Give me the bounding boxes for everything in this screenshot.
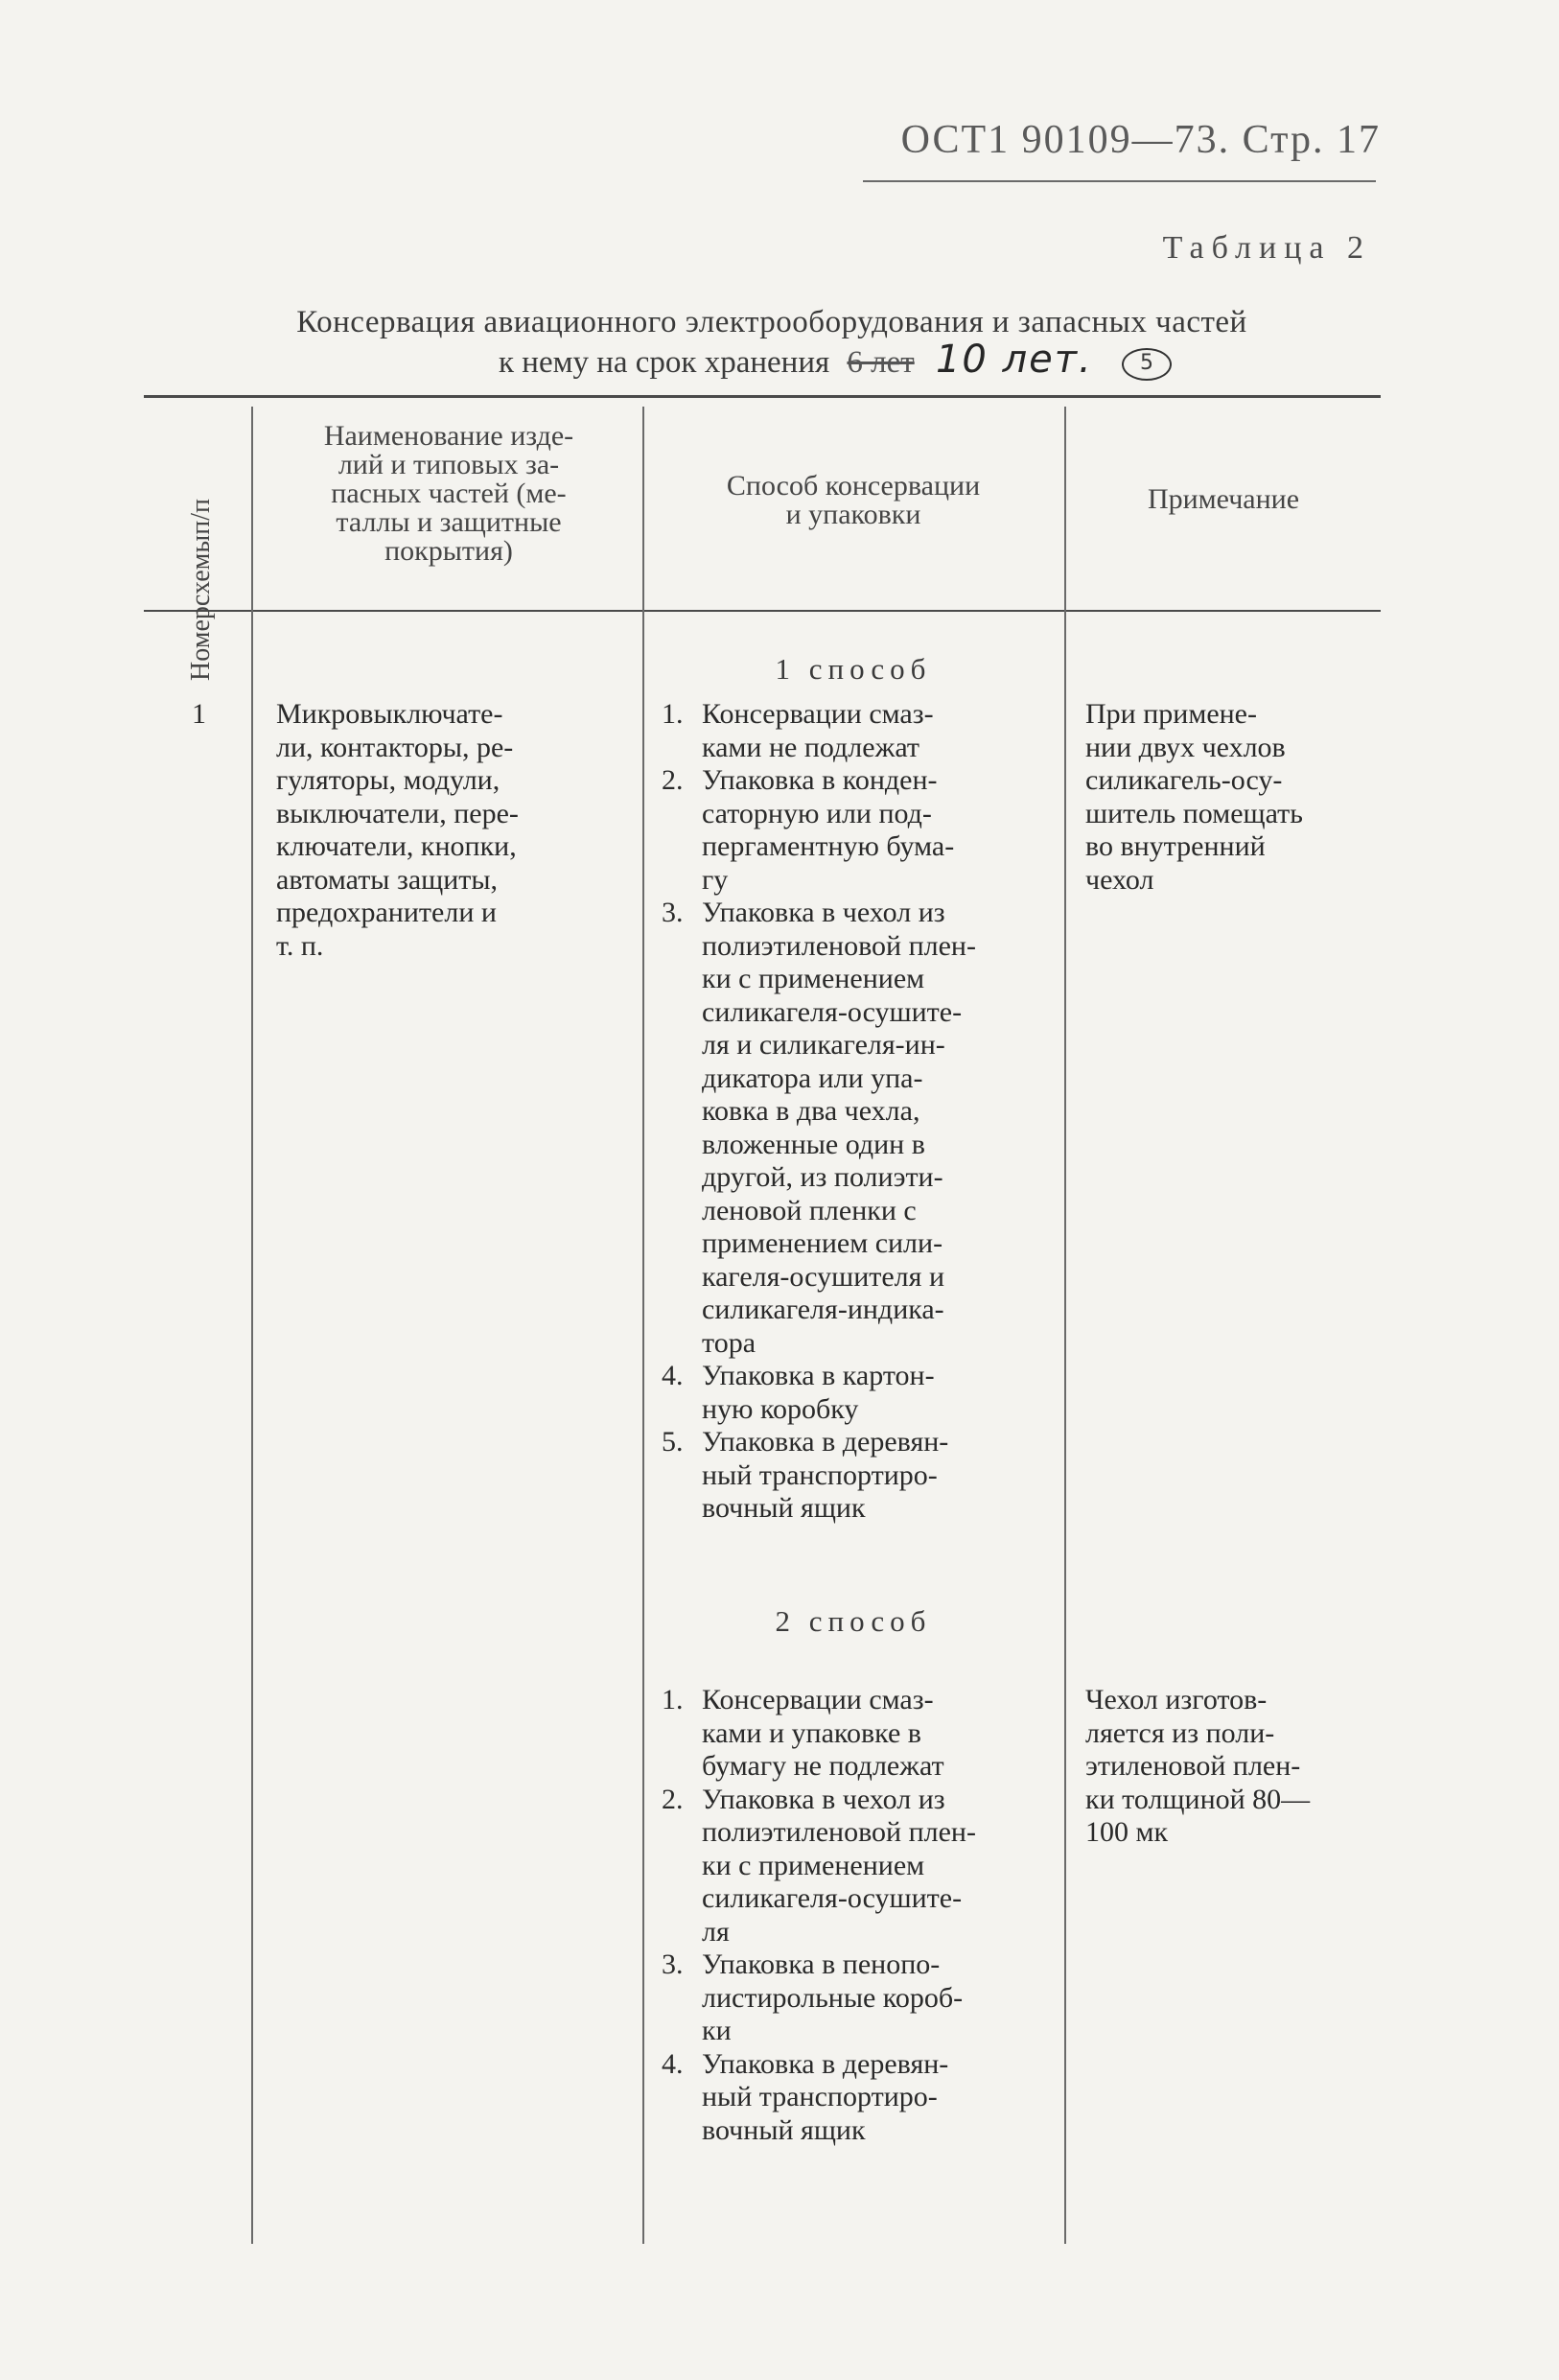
step-line: полиэтиленовой плен- bbox=[702, 929, 976, 962]
note-line: во внутренний bbox=[1085, 830, 1266, 862]
step-line: Упаковка в конден- bbox=[702, 764, 938, 796]
step-line: ный транспортиро- bbox=[702, 2081, 938, 2112]
header-name-line: пасных частей (ме- bbox=[331, 478, 567, 509]
note-line: шитель помещать bbox=[1085, 797, 1303, 829]
item-line: ли, контакторы, ре- bbox=[276, 731, 514, 763]
list-item bbox=[662, 1784, 1055, 1949]
step-line: Упаковка в пенопо- bbox=[702, 1948, 941, 1980]
note-line: ляется из поли- bbox=[1085, 1716, 1275, 1749]
note-line: 100 мк bbox=[1085, 1816, 1169, 1848]
item-line: т. п. bbox=[276, 929, 324, 962]
item-line: Микровыключате- bbox=[276, 698, 503, 730]
table-top-rule bbox=[144, 395, 1381, 398]
step-line: ный транспортиро- bbox=[702, 1458, 938, 1491]
step-line: ковка в два чехла, bbox=[702, 1095, 920, 1127]
header-name-line: Наименование изде- bbox=[323, 420, 574, 452]
header-name-line: покрытия) bbox=[384, 535, 513, 567]
step-line: Упаковка в деревян- bbox=[702, 2047, 949, 2080]
item-line: автоматы защиты, bbox=[276, 863, 499, 896]
note-line: этиленовой плен- bbox=[1085, 1750, 1301, 1782]
step-line: дикатора или упа- bbox=[702, 1062, 923, 1094]
method-1-title: 1 способ bbox=[775, 652, 932, 686]
step-line: тора bbox=[702, 1326, 756, 1359]
step-number: 4. bbox=[662, 1360, 684, 1391]
step-line: Консервации смаз- bbox=[702, 698, 934, 730]
step-line: ками не подлежат bbox=[702, 731, 919, 763]
list-item bbox=[662, 764, 1055, 897]
list-item bbox=[662, 1360, 1055, 1426]
step-line: ками и упаковке в bbox=[702, 1716, 921, 1749]
step-number: 4. bbox=[662, 2047, 684, 2080]
list-item bbox=[662, 1948, 1055, 2048]
step-number: 5. bbox=[662, 1426, 684, 1458]
method-1-note bbox=[1085, 698, 1373, 897]
step-number: 2. bbox=[662, 764, 684, 796]
step-line: кагеля-осушителя и bbox=[702, 1260, 944, 1293]
note-line: нии двух чехлов bbox=[1085, 731, 1286, 763]
step-number: 3. bbox=[662, 1948, 684, 1980]
step-line: ки с применением bbox=[702, 963, 925, 994]
circled-mark: 5 bbox=[1122, 348, 1172, 381]
header-name-line: таллы и защитные bbox=[336, 506, 562, 538]
caption-text: к нему на срок хранения bbox=[499, 345, 830, 380]
step-line: ля и силикагеля-ин- bbox=[702, 1029, 945, 1061]
header-note-line: Примечание bbox=[1147, 483, 1300, 515]
header-number-line: п/п bbox=[186, 499, 216, 535]
step-number: 3. bbox=[662, 897, 684, 928]
step-number: 1. bbox=[662, 1684, 684, 1715]
header-number-line: схемы bbox=[186, 534, 216, 607]
step-line: вложенные один в bbox=[702, 1128, 925, 1160]
step-line: силикагеля-осушите- bbox=[702, 995, 963, 1028]
step-line: саторную или под- bbox=[702, 797, 932, 829]
header-rule bbox=[863, 180, 1376, 182]
step-line: Упаковка в чехол из bbox=[702, 897, 945, 928]
header-note bbox=[1066, 485, 1381, 514]
standard-code: ОСТ1 90109—73. Стр. 17 bbox=[900, 118, 1381, 162]
step-line: силикагеля-индика- bbox=[702, 1294, 944, 1325]
step-line: Упаковка в чехол из bbox=[702, 1783, 945, 1815]
row-number: 1 bbox=[192, 698, 206, 730]
header-number bbox=[144, 499, 259, 681]
step-line: ную коробку bbox=[702, 1392, 859, 1425]
table-header-rule bbox=[144, 610, 1381, 612]
step-line: пергаментную бума- bbox=[702, 830, 955, 862]
item-line: выключатели, пере- bbox=[276, 797, 519, 829]
column-divider-3 bbox=[1064, 407, 1066, 2244]
method-2-steps bbox=[662, 1684, 1055, 2147]
steps-list bbox=[662, 698, 1055, 1526]
method-2-title: 2 способ bbox=[775, 1604, 932, 1638]
step-line: ки bbox=[702, 2015, 732, 2046]
step-number: 2. bbox=[662, 1783, 684, 1815]
column-divider-1 bbox=[251, 407, 253, 2244]
steps-list bbox=[662, 1684, 1055, 2147]
item-line: гуляторы, модули, bbox=[276, 764, 500, 796]
step-line: ля bbox=[702, 1915, 730, 1948]
note-line: чехол bbox=[1085, 863, 1154, 896]
header-method-line: Способ консервации bbox=[726, 470, 981, 502]
step-line: силикагеля-осушите- bbox=[702, 1882, 963, 1914]
note-line: силикагель-осу- bbox=[1085, 764, 1283, 796]
note-line: ки толщиной 80— bbox=[1085, 1783, 1311, 1815]
list-item bbox=[662, 1426, 1055, 1526]
step-line: применением сили- bbox=[702, 1227, 943, 1259]
list-item bbox=[662, 698, 1055, 764]
row-items bbox=[276, 698, 602, 963]
header-name-line: лий и типовых за- bbox=[337, 449, 560, 480]
header-method-line: и упаковки bbox=[785, 499, 921, 530]
item-line: ключатели, кнопки, bbox=[276, 830, 517, 862]
step-line: листирольные короб- bbox=[702, 1981, 964, 2014]
step-line: другой, из полиэти- bbox=[702, 1161, 943, 1193]
step-line: Консервации смаз- bbox=[702, 1684, 934, 1715]
list-item bbox=[662, 897, 1055, 1360]
step-line: вочный ящик bbox=[702, 2113, 866, 2146]
table-caption-line2 bbox=[499, 338, 1172, 380]
method-1-steps bbox=[662, 698, 1055, 1526]
note-line: Чехол изготов- bbox=[1085, 1684, 1268, 1715]
step-line: вочный ящик bbox=[702, 1492, 866, 1524]
note-line: При примене- bbox=[1085, 698, 1257, 730]
step-line: Упаковка в деревян- bbox=[702, 1426, 949, 1458]
handwritten-correction: 10 лет. bbox=[935, 338, 1093, 382]
struck-term: 6 лет bbox=[847, 345, 915, 380]
list-item bbox=[662, 1684, 1055, 1784]
method-2-note bbox=[1085, 1684, 1373, 1850]
item-line: предохранители и bbox=[276, 897, 497, 928]
header-name bbox=[257, 422, 640, 566]
step-line: полиэтиленовой плен- bbox=[702, 1816, 976, 1848]
step-line: гу bbox=[702, 863, 729, 896]
header-number-line: Номер bbox=[186, 606, 216, 681]
step-line: леновой пленки с bbox=[702, 1194, 917, 1226]
step-number: 1. bbox=[662, 698, 684, 730]
step-line: Упаковка в картон- bbox=[702, 1360, 935, 1391]
step-line: ки с применением bbox=[702, 1849, 925, 1881]
step-line: бумагу не подлежат bbox=[702, 1750, 944, 1782]
list-item bbox=[662, 2048, 1055, 2148]
header-method bbox=[644, 472, 1062, 529]
table-caption-line1: Консервация авиационного электрооборудования и запасных частей bbox=[296, 305, 1247, 339]
table-label: Таблица 2 bbox=[1162, 230, 1371, 266]
